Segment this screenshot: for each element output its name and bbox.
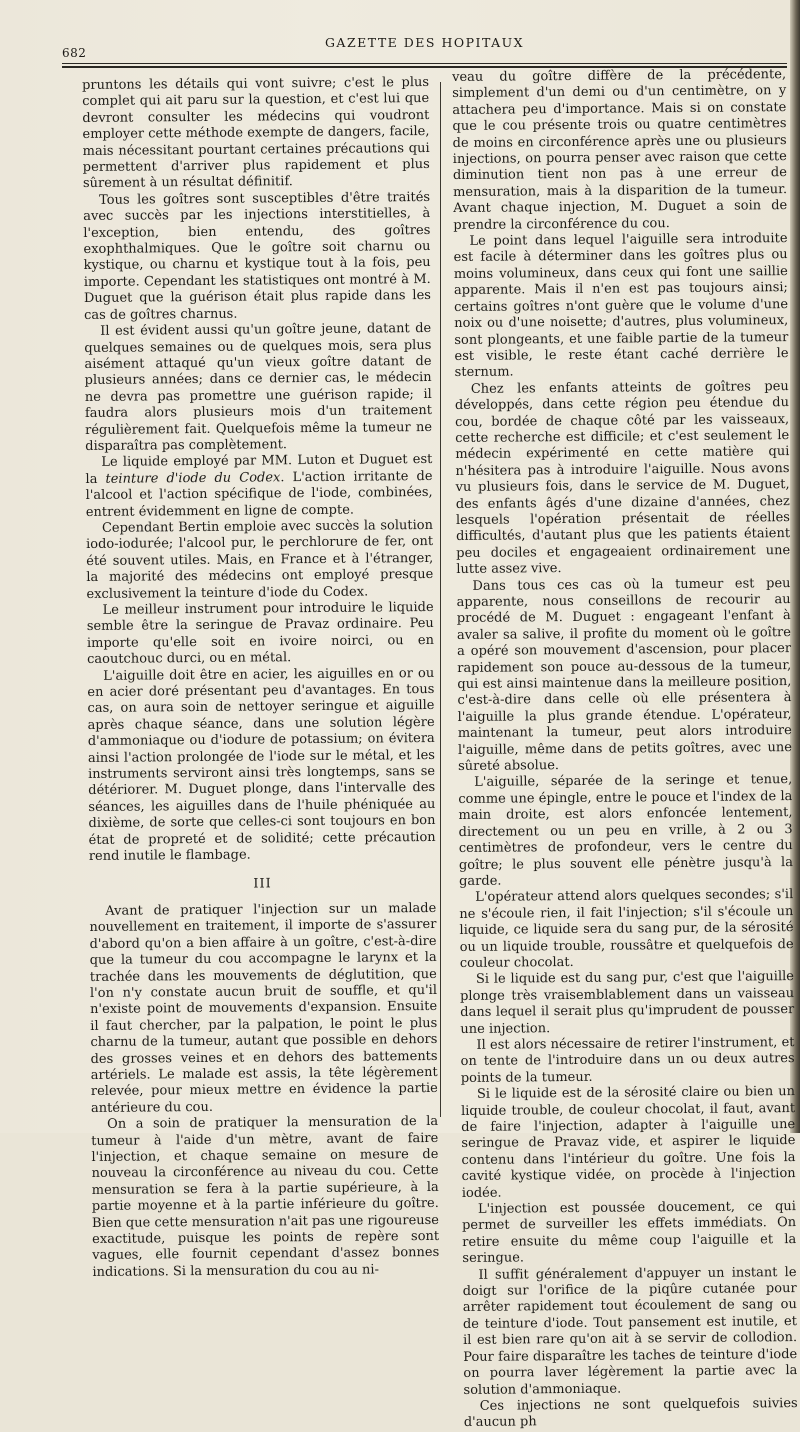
paragraph: Avant de pratiquer l'injection sur un malade nouvellement en traitement, il importe de s'assurer d'abord qu'on a bien affaire à un goître, c'est-à-dire que la tumeur du cou accompagne le larynx et la trachée dans les mouvements de déglutition, que l'on n'y constate aucun bruit de souffle, et qu'il n'existe point de mouvements d'expansion. Ensuite il faut chercher, par la palpation, le point le plus charnu de la tumeur, autant que possible en dehors des grosses veines et en dehors des battements artériels. Le malade est assis, la tête légèrement relevée, pour mieux mettre en évidence la partie antérieure du cou. — [89, 900, 438, 1116]
column-divider — [440, 82, 441, 1117]
paragraph: Dans tous ces cas où la tumeur est peu apparente, nous conseillons de recourir au procédé de M. Duguet : engageant l'enfant à avaler sa salive, il profite du moment où le goître a opéré son mouvement d'ascension, pour placer rapidement son pouce au-dessous de la tumeur, qui est ainsi maintenue dans la meilleure position, c'est-à-dire dans celle où elle présentera à l'aiguille la plus grande étendue. L'opérateur, maintenant la tumeur, peut alors introduire l'aiguille, même dans de petits goîtres, avec une sûreté absolue. — [456, 575, 792, 775]
text-run: . L'action irritante de l'alcool et l'action spécifique de l'iode, combinées, entrent évidemment en ligne de compte. — [85, 468, 433, 520]
paragraph: veau du goître diffère de la précédente, simplement d'un demi ou d'un centimètre, on y attachera peu d'importance. Mais si on constate que le cou présente trois ou quatre centimètres de moins en circonférence après une ou plusieurs injections, on pourra penser avec raison que cette diminution tient non pas à une erreur de mensuration, mais à la disparition de la tumeur. Avant chaque injection, M. Duguet a soin de prendre la circonférence du cou. — [452, 67, 788, 233]
paragraph: Si le liquide est de la sérosité claire ou bien un liquide trouble, de couleur chocolat, il faut, avant de faire l'injection, adapter à l'aiguille une seringue de Pravaz vide, et aspirer le liquide contenu dans l'intérieur du goître. Une fois la cavité kystique vidée, on procède à l'injection iodée. — [461, 1084, 796, 1201]
paragraph: L'injection est poussée doucement, ce qui permet de surveiller les effets immédiats. On retire ensuite du même coup l'aiguille et la seringue. — [462, 1199, 797, 1267]
paragraph: Il est évident aussi qu'un goître jeune, datant de quelques semaines ou de quelques mois, sera plus aisément attaqué qu'un vieux goître datant de plusieurs années; dans ce dernier cas, le médecin ne devra pas promettre une guérison rapide; il faudra alors plusieurs mois d'un traitement régulièrement fait. Quelquefois même la tumeur ne disparaîtra pas complètement. — [84, 321, 433, 454]
italic-text-run: teinture d'iode du Codex — [105, 470, 281, 487]
paragraph: Le meilleur instrument pour introduire le liquide semble être la seringue de Pravaz ordinaire. Peu importe qu'elle soit en ivoire noirci, ou en caoutchouc durci, ou en métal. — [86, 599, 434, 668]
left-column — [82, 75, 439, 1281]
paragraph: L'aiguille doit être en acier, les aiguilles en or ou en acier doré présentant peu d'avantages. En tous cas, on aura soin de nettoyer seringue et aiguille après chaque séance, dans une solution légère d'ammoniaque ou d'iodure de potassium; on évitera ainsi l'action prolongée de l'iode sur le métal, et les instruments serviront ainsi très longtemps, sans se détériorer. M. Duguet plonge, dans l'intervalle des séances, les aiguilles dans de l'huile phéniquée au dixième, de sorte que celles-ci sont toujours en bon état de propreté et de solidité; cette précaution rend inutile le flambage. — [87, 665, 436, 865]
text-run: Le liquide employé par MM. Luton et Duguet est la — [85, 452, 433, 487]
right-column — [452, 67, 798, 1432]
paragraph: Le point dans lequel l'aiguille sera introduite est facile à déterminer dans les goîtres plus ou moins volumineux, dans ceux qui font une saillie apparente. Mais il n'en est pas toujours ainsi; certains goîtres n'ont guère que le volume d'une noix ou d'une noisette; d'autres, plus volumineux, sont plongeants, et une faible partie de la tumeur est visible, le reste étant caché derrière le sternum. — [453, 231, 789, 381]
paragraph: Si le liquide est du sang pur, c'est que l'aiguille plonge très vraisemblablement dans un vaisseau dans lequel il serait plus qu'imprudent de pousser une injection. — [460, 969, 795, 1037]
paragraph: pruntons les détails qui vont suivre; c'est le plus complet qui ait paru sur la question, et c'est lui que devront consulter les médecins qui voudront employer cette méthode exempte de dangers, facile, mais nécessitant pourtant certaines précautions qui permettent d'arriver plus rapidement et plus sûrement à un résultat définitif. — [82, 74, 430, 192]
paragraph: L'aiguille, séparée de la seringe et tenue, comme une épingle, entre le pouce et l'index de la main droite, est alors enfoncée lentement, directement ou un peu en vrille, à 2 ou 3 centimètres de profondeur, vers le centre du goître; le plus souvent elle pénètre jusqu'à la garde. — [458, 772, 793, 889]
paragraph: Tous les goîtres sont susceptibles d'être traités avec succès par les injections interstitielles, à l'exception, bien entendu, des goîtres exophthalmiques. Que le goître soit charnu ou kystique, ou charnu et kystique tout à la fois, peu importe. Cependant les statistiques ont montré à M. Duguet que la guérison était plus rapide dans les cas de goîtres charnus. — [83, 189, 431, 323]
paragraph: Il suffit généralement d'appuyer un instant le doigt sur l'orifice de la piqûre cutanée pour arrêter rapidement tout écoulement de sang ou de teinture d'iode. Tout pansement est inutile, et il est bien rare qu'on ait à se servir de collodion. Pour faire disparaître les taches de teinture d'iode on pourra laver légèrement la partie avec la solution d'ammoniaque. — [462, 1264, 798, 1398]
page-number: 682 — [62, 46, 87, 60]
paragraph: Il est alors nécessaire de retirer l'instrument, et on tente de l'introduire dans un ou deux autres points de la tumeur. — [460, 1035, 795, 1086]
paragraph: Ces injections ne sont quelquefois suivies d'aucun ph — [463, 1395, 798, 1431]
paragraph: Cependant Bertin emploie avec succès la solution iodo-iodurée; l'alcool pur, le perchlorure de fer, ont été souvent utiles. Mais, en France et à l'étranger, la majorité des médecins ont employé presque exclusivement la teinture d'iode du Codex. — [86, 517, 434, 602]
header-rule-thin — [62, 63, 787, 64]
paragraph — [85, 452, 433, 521]
page-header — [62, 30, 787, 66]
paragraph: L'opérateur attend alors quelques secondes; s'il ne s'écoule rien, il fait l'injection; s'il s'écoule un liquide, ce liquide sera du sang pur, de la sérosité ou un liquide trouble, roussâtre et quelquefois de couleur chocolat. — [459, 887, 794, 971]
journal-title: GAZETTE DES HOPITAUX — [324, 35, 525, 50]
section-numeral: III — [253, 875, 272, 892]
paragraph: On a soin de pratiquer la mensuration de la tumeur à l'aide d'un mètre, avant de faire l'injection, et chaque semaine on mesure de nouveau la circonférence au niveau du cou. Cette mensuration se fera à la partie supérieure, à la partie moyenne et à la partie inférieure du goître. Bien que cette mensuration n'ait pas une rigoureuse exactitude, puisque les points de repère sont vagues, elle fournit cependant d'assez bonnes indications. Si la mensuration du cou au ni- — [91, 1114, 440, 1280]
paragraph: Chez les enfants atteints de goîtres peu développés, dans cette région peu étendue du cou, bordée de chaque côté par les vaisseaux, cette recherche est difficile; et c'est seulement le médecin expérimenté en cette matière qui n'hésitera pas à introduire l'aiguille. Nous avons vu plusieurs fois, dans le service de M. Duguet, des enfants âgés d'une dizaine d'années, chez lesquels l'opération présentait de réelles difficultés, d'autant plus que les patients étaient peu dociles et engageaient ordinairement une lutte assez vive. — [454, 378, 791, 578]
